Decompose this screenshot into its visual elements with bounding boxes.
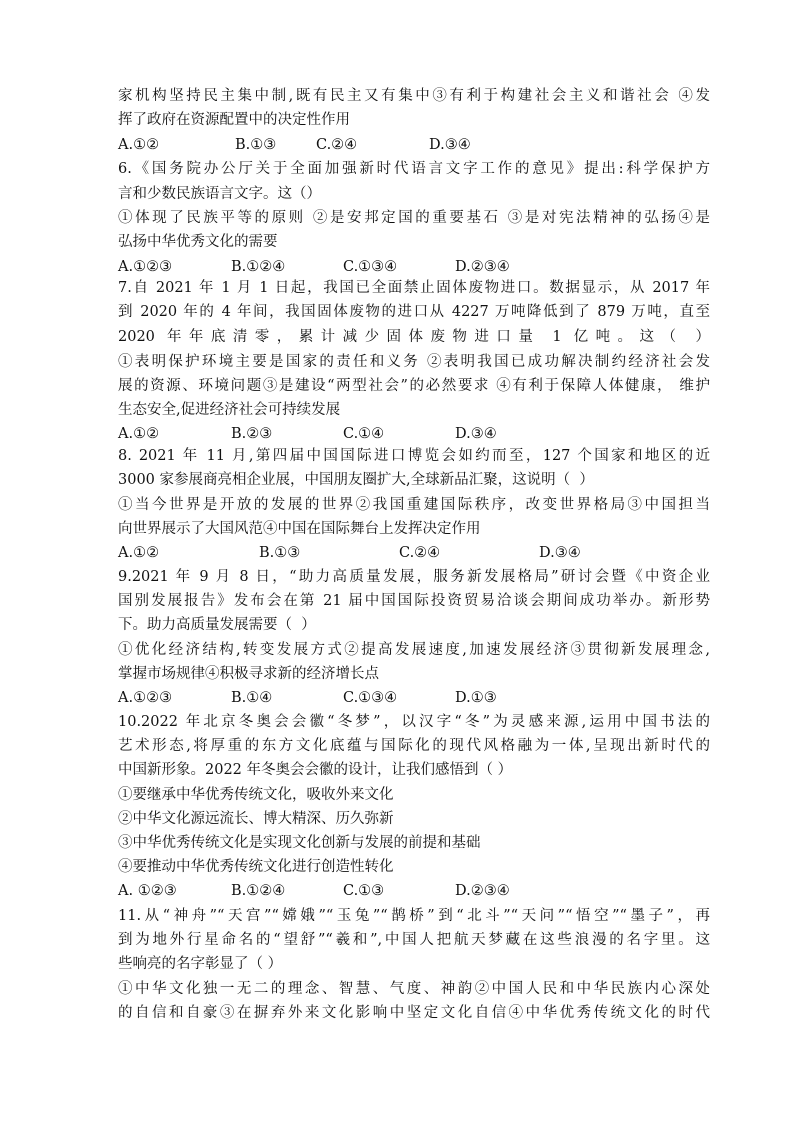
option-b: B.①④ bbox=[231, 690, 273, 706]
option-d: D.③④ bbox=[539, 545, 581, 561]
text-line: ①优化经济结构,转变发展方式②提高发展速度,加速发展经济③贯彻新发展理念, bbox=[118, 642, 710, 658]
question-7: 7.自 2021 年 1 月 1 日起，我国已全面禁止固体废物进口。数据显示，从 2017 年 bbox=[118, 280, 710, 296]
question-10: 10.2022 年北京冬奥会会徽“冬梦”，以汉字“冬”为灵感来源,运用中国书法的 bbox=[118, 714, 710, 730]
option-c: C.②④ bbox=[399, 545, 441, 561]
text-line: ④要推动中华优秀传统文化进行创造性转化 bbox=[118, 859, 394, 875]
text-line: ①要继承中华优秀传统文化，吸收外来文化 bbox=[118, 787, 394, 803]
text-line: 到为地外行星命名的“望舒”“羲和”,中国人把航天梦藏在这些浪漫的名字里。这 bbox=[118, 932, 710, 948]
text-line: ①表明保护环境主要是国家的责任和义务 ②表明我国已成功解决制约经济社会发 bbox=[118, 354, 710, 370]
q6-options bbox=[118, 257, 718, 277]
option-a: A.①② bbox=[118, 137, 160, 153]
text-line: 向世界展示了大国风范④中国在国际舞台上发挥决定作用 bbox=[118, 521, 481, 537]
option-a: A.①② bbox=[118, 545, 160, 561]
option-a: A.①②③ bbox=[118, 259, 173, 275]
question-6: 6.《国务院办公厅关于全面加强新时代语言文字工作的意见》提出:科学保护方 bbox=[118, 161, 710, 177]
option-c: C.①③ bbox=[343, 883, 385, 899]
q5-options bbox=[118, 135, 718, 155]
text-line: 挥了政府在资源配置中的决定性作用 bbox=[118, 112, 350, 128]
option-d: D.①③ bbox=[455, 690, 497, 706]
option-c: C.①③④ bbox=[343, 259, 398, 275]
text-line: 2020 年年底清零，累计减少固体废物进口量 1 亿吨。这（ ） bbox=[118, 329, 710, 345]
text-line: ③中华优秀传统文化是实现文化创新与发展的前提和基础 bbox=[118, 835, 481, 851]
text-line: 国别发展报告》发布会在第 21 届中国国际投资贸易洽谈会期间成功举办。新形势 bbox=[118, 593, 710, 609]
text-line: ①中华文化独一无二的理念、智慧、气度、神韵②中国人民和中华民族内心深处 bbox=[118, 981, 710, 997]
q9-options bbox=[118, 688, 718, 708]
text-line: 中国新形象。2022 年冬奥会会徽的设计，让我们感悟到（ ） bbox=[118, 762, 513, 778]
text-line: 到 2020 年的 4 年间，我国固体废物的进口从 4227 万吨降低到了 879 万吨，直至 bbox=[118, 304, 710, 320]
option-b: B.①②④ bbox=[231, 259, 286, 275]
text-line: ①体现了民族平等的原则 ②是安邦定国的重要基石 ③是对宪法精神的弘扬④是 bbox=[118, 210, 710, 226]
question-8: 8. 2021 年 11 月,第四届中国国际进口博览会如约而至，127 个国家和地区的近 bbox=[118, 448, 710, 464]
option-d: D.③④ bbox=[455, 426, 497, 442]
option-d: D.②③④ bbox=[455, 259, 510, 275]
text-line: 艺术形态,将厚重的东方文化底蕴与国际化的现代风格融为一体,呈现出新时代的 bbox=[118, 738, 710, 754]
text-line: 的自信和自豪③在摒弃外来文化影响中坚定文化自信④中华优秀传统文化的时代 bbox=[118, 1005, 710, 1021]
question-11: 11.从“神舟”“天宫”“嫦娥”“玉兔”“鹊桥”到“北斗”“天问”“悟空”“墨子”，再 bbox=[118, 908, 710, 924]
text-line: 家机构坚持民主集中制,既有民主又有集中③有利于构建社会主义和谐社会 ④发 bbox=[118, 88, 710, 104]
text-line: 下。助力高质量发展需要（ ） bbox=[118, 617, 316, 633]
text-line: 3000 家参展商亮相企业展，中国朋友圈扩大,全球新品汇聚，这说明（ ） bbox=[118, 472, 594, 488]
question-9: 9.2021 年 9 月 8 日，“助力高质量发展，服务新发展格局”研讨会暨《中资企业 bbox=[118, 569, 710, 585]
option-d: D.③④ bbox=[429, 137, 471, 153]
option-b: B.①③ bbox=[259, 545, 301, 561]
text-line: 生态安全,促进经济社会可持续发展 bbox=[118, 402, 341, 418]
option-c: C.②④ bbox=[316, 137, 358, 153]
option-b: B.①②④ bbox=[231, 883, 286, 899]
text-line: ②中华文化源远流长、博大精深、历久弥新 bbox=[118, 811, 394, 827]
text-line: 展的资源、环境问题③是建设“两型社会”的必然要求 ④有利于保障人体健康， 维护 bbox=[118, 378, 710, 394]
text-line: 些响亮的名字彰显了（ ） bbox=[118, 956, 283, 972]
option-b: B.②③ bbox=[231, 426, 273, 442]
option-c: C.①③④ bbox=[343, 690, 398, 706]
q7-options bbox=[118, 424, 718, 444]
text-line: 掌握市场规律④积极寻求新的经济增长点 bbox=[118, 666, 379, 682]
text-line: ①当今世界是开放的发展的世界②我国重建国际秩序，改变世界格局③中国担当 bbox=[118, 497, 710, 513]
option-a: A.①②③ bbox=[118, 690, 173, 706]
option-c: C.①④ bbox=[343, 426, 385, 442]
option-a: A.①② bbox=[118, 426, 160, 442]
option-d: D.②③④ bbox=[455, 883, 510, 899]
text-line: 言和少数民族语言文字。这（） bbox=[118, 186, 321, 202]
option-b: B.①③ bbox=[235, 137, 277, 153]
q8-options bbox=[118, 543, 718, 563]
q10-options bbox=[118, 881, 718, 901]
text-line: 弘扬中华优秀文化的需要 bbox=[118, 234, 278, 250]
option-a: A. ①②③ bbox=[118, 883, 177, 899]
